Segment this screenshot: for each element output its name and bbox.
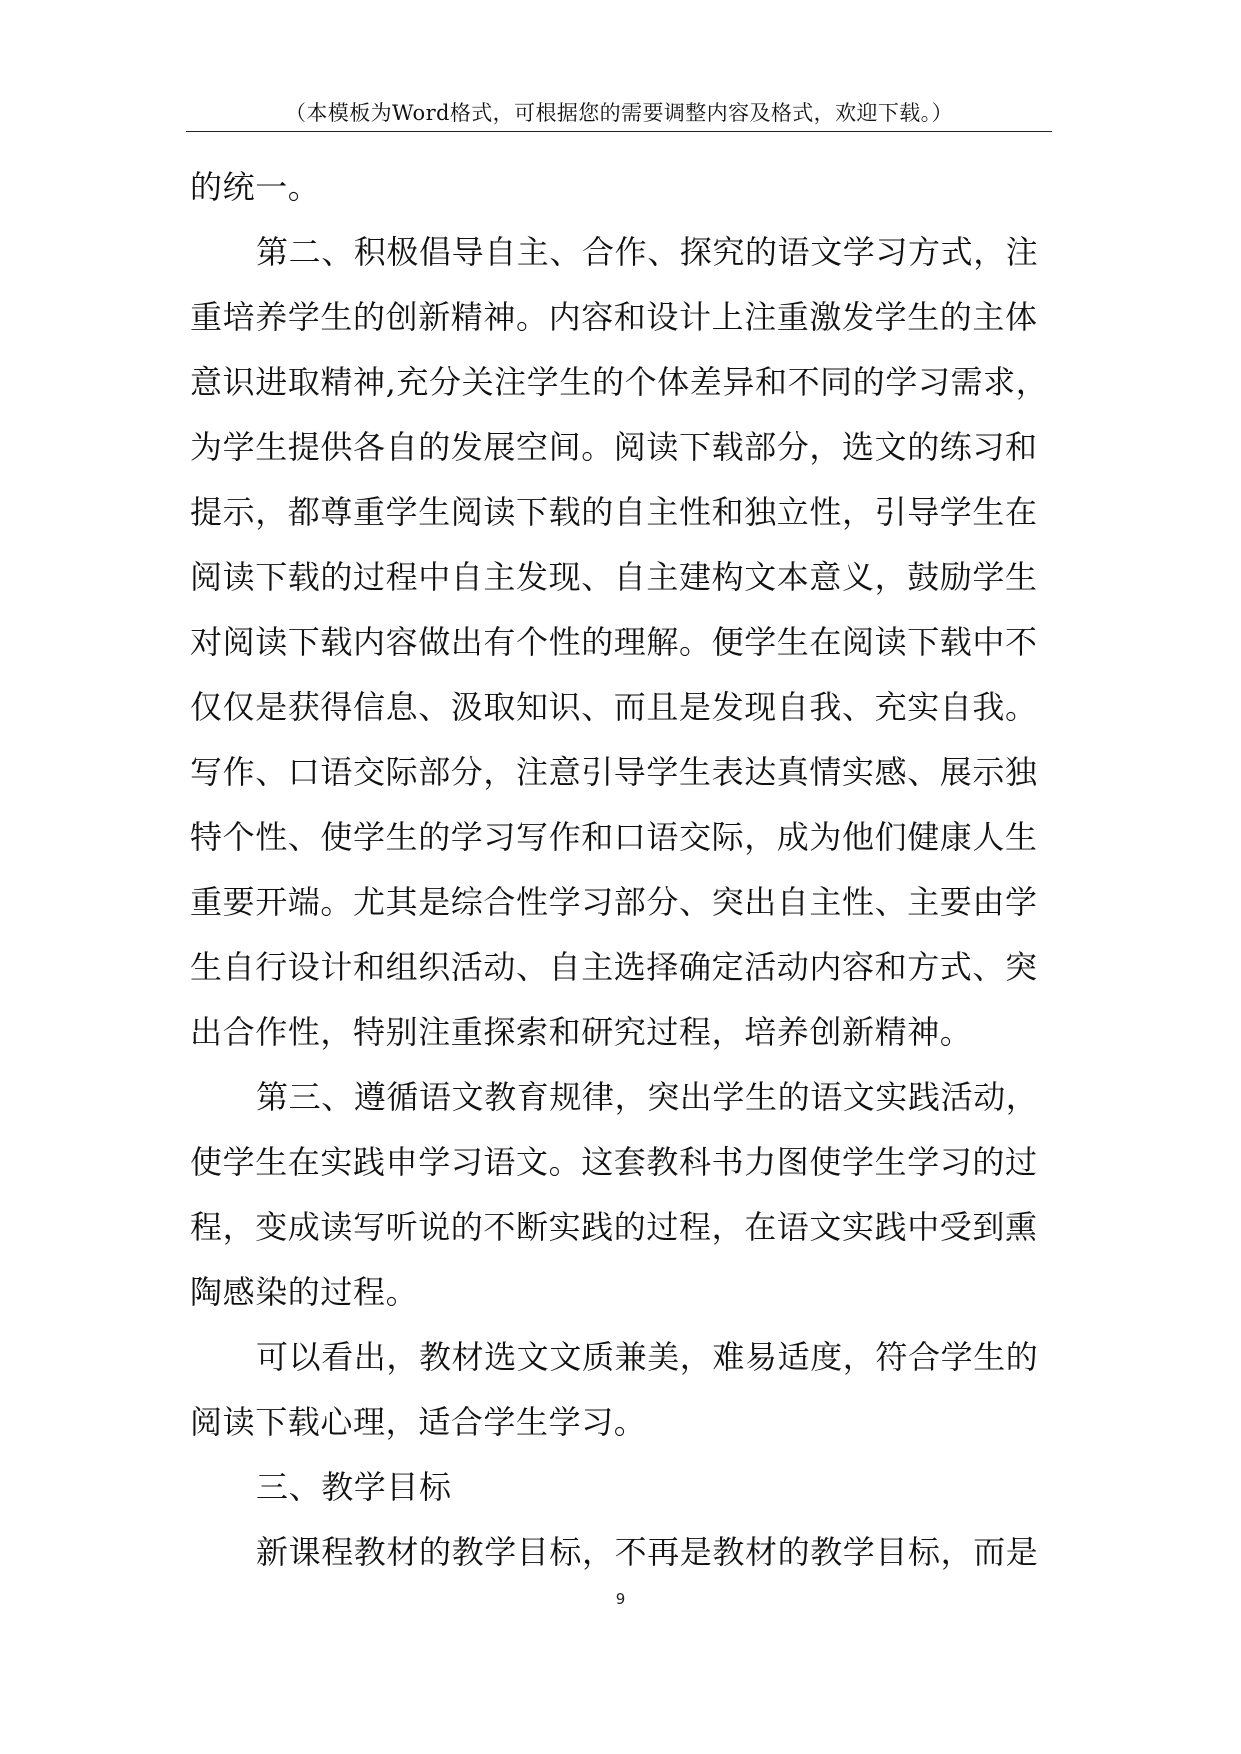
text-line: 提示，都尊重学生阅读下载的自主性和独立性，引导学生在 xyxy=(190,493,1038,531)
text-line: 程，变成读写听说的不断实践的过程，在语文实践中受到熏 xyxy=(190,1208,1038,1246)
section-heading: 三、教学目标 xyxy=(256,1468,452,1506)
text-line: 出合作性，特别注重探索和研究过程，培养创新精神。 xyxy=(190,1013,973,1051)
text-line: 使学生在实践申学习语文。这套教科书力图使学生学习的过 xyxy=(190,1143,1038,1181)
text-line: 第三、遵循语文教育规律，突出学生的语文实践活动， xyxy=(256,1078,1039,1116)
text-line: 第二、积极倡导自主、合作、探究的语文学习方式，注 xyxy=(256,233,1039,271)
text-line: 新课程教材的教学目标，不再是教材的教学目标，而是 xyxy=(256,1533,1039,1571)
page-number: 9 xyxy=(615,1590,626,1608)
text-line: 阅读下载的过程中自主发现、自主建构文本意义，鼓励学生 xyxy=(190,558,1038,596)
document-body xyxy=(190,155,1056,1585)
text-line: 特个性、使学生的学习写作和口语交际，成为他们健康人生 xyxy=(190,818,1038,856)
header-note: （本模板为Word格式，可根据您的需要调整内容及格式，欢迎下载。） xyxy=(285,101,953,125)
text-line: 重培养学生的创新精神。内容和设计上注重激发学生的主体 xyxy=(190,298,1038,336)
text-line: 对阅读下载内容做出有个性的理解。便学生在阅读下载中不 xyxy=(190,623,1038,661)
text-line: 仅仅是获得信息、汲取知识、而且是发现自我、充实自我。 xyxy=(190,688,1038,726)
text-line: 的统一。 xyxy=(190,168,321,206)
text-line: 陶感染的过程。 xyxy=(190,1273,419,1311)
text-line: 意识进取精神,充分关注学生的个体差异和不同的学习需求， xyxy=(190,363,1049,401)
text-line: 可以看出，教材选文文质兼美，难易适度，符合学生的 xyxy=(256,1338,1039,1376)
text-line: 写作、口语交际部分，注意引导学生表达真情实感、展示独 xyxy=(190,753,1038,791)
text-line: 重要开端。尤其是综合性学习部分、突出自主性、主要由学 xyxy=(190,883,1038,921)
text-line: 阅读下载心理，适合学生学习。 xyxy=(190,1403,647,1441)
text-line: 生自行设计和组织活动、自主选择确定活动内容和方式、突 xyxy=(190,948,1038,986)
header-divider xyxy=(186,131,1052,132)
text-line: 为学生提供各自的发展空间。阅读下载部分，选文的练习和 xyxy=(190,428,1038,466)
